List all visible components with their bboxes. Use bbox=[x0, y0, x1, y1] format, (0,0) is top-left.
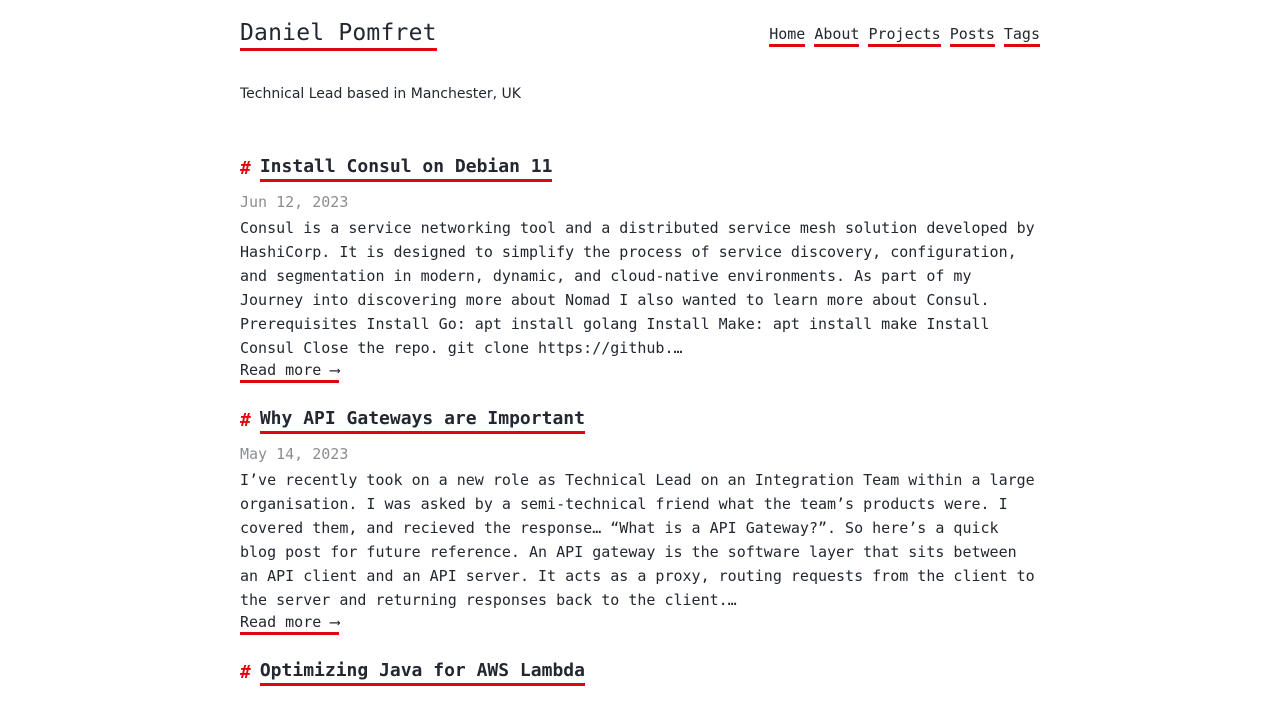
post-date: May 14, 2023 bbox=[240, 445, 349, 463]
main-nav bbox=[769, 24, 1040, 47]
post-item bbox=[240, 155, 1040, 383]
hash-icon: # bbox=[240, 662, 251, 683]
post-title-link[interactable]: Why API Gateways are Important bbox=[260, 407, 585, 434]
post-title-link[interactable]: Optimizing Java for AWS Lambda bbox=[260, 659, 585, 686]
nav-home-link[interactable]: Home bbox=[769, 24, 805, 47]
page-container bbox=[240, 0, 1040, 683]
post-summary: I’ve recently took on a new role as Technical Lead on an Integration Team within a large organisation. I was asked by a semi-technical friend what the team’s products were. I covered them, and recieved the response… “What is a API Gateway?”. So here’s a quick blog post for future reference. An API gateway is the software layer that sits between an API client and an API server. It acts as a proxy, routing requests from the client to the server and returning responses back to the client.… bbox=[240, 471, 1035, 609]
hash-icon: # bbox=[240, 158, 251, 179]
read-more-link[interactable]: Read more ⟶ bbox=[240, 612, 339, 635]
post-item bbox=[240, 407, 1040, 635]
post-date: Jun 12, 2023 bbox=[240, 193, 349, 211]
post-item bbox=[240, 659, 1040, 687]
post-title-heading bbox=[240, 659, 1040, 687]
read-more-link[interactable]: Read more ⟶ bbox=[240, 360, 339, 383]
nav-projects-link[interactable]: Projects bbox=[868, 24, 940, 47]
site-tagline: Technical Lead based in Manchester, UK bbox=[240, 86, 521, 102]
post-summary: Consul is a service networking tool and a distributed service mesh solution developed by HashiCorp. It is designed to simplify the process of service discovery, configuration, and segmentation in modern, dynamic, and cloud-native environments. As part of my Journey into discovering more about Nomad I also wanted to learn more about Consul. Prerequisites Install Go: apt install golang Install Make: apt install make Install Consul Close the repo. git clone https://github.… bbox=[240, 219, 1035, 357]
post-title-heading bbox=[240, 407, 1040, 435]
post-title-heading bbox=[240, 155, 1040, 183]
nav-tags-link[interactable]: Tags bbox=[1004, 24, 1040, 47]
site-title-link[interactable]: Daniel Pomfret bbox=[240, 18, 437, 51]
nav-posts-link[interactable]: Posts bbox=[950, 24, 995, 47]
nav-about-link[interactable]: About bbox=[814, 24, 859, 47]
post-list bbox=[240, 155, 1040, 711]
post-title-link[interactable]: Install Consul on Debian 11 bbox=[260, 155, 553, 182]
site-header bbox=[240, 0, 1040, 60]
hash-icon: # bbox=[240, 410, 251, 431]
